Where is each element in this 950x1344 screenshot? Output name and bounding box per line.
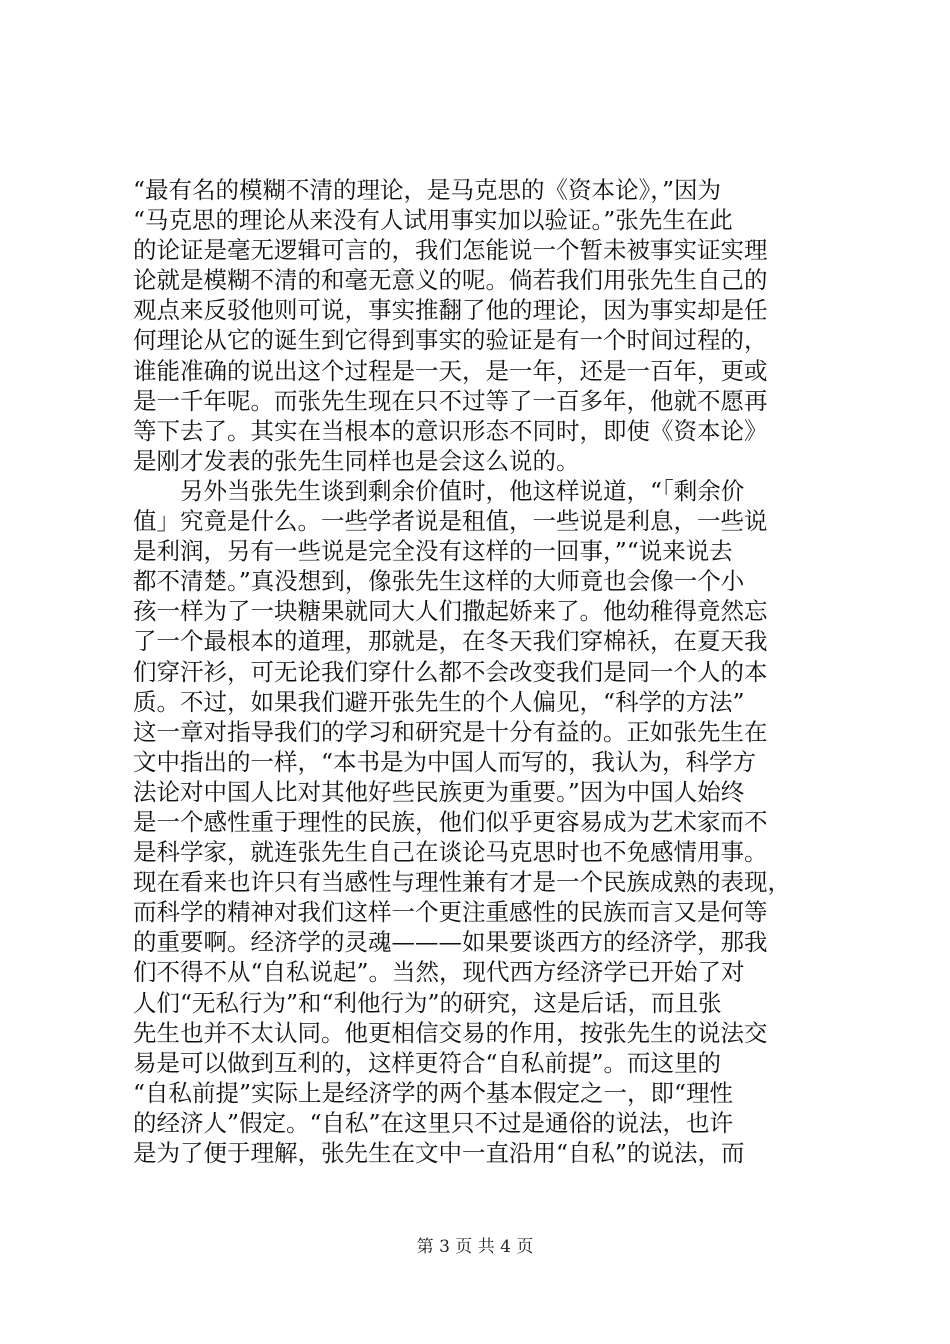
- text-line: 这一章对指导我们的学习和研究是十分有益的。正如张先生在: [133, 717, 768, 746]
- text-line: 是刚才发表的张先生同样也是会这么说的。: [133, 446, 580, 475]
- text-line: 谁能准确的说出这个过程是一天，是一年，还是一百年，更或: [133, 356, 768, 385]
- text-line: “马克思的理论从来没有人试用事实加以验证。”张先生在此: [133, 206, 733, 235]
- text-line: 何理论从它的诞生到它得到事实的验证是有一个时间过程的，: [133, 326, 768, 355]
- text-line: 们穿汗衫，可无论我们穿什么都不会改变我们是同一个人的本: [133, 657, 768, 686]
- text-line: 是一个感性重于理性的民族，他们似乎更容易成为艺术家而不: [133, 807, 768, 836]
- text-line: 的经济人”假定。“自私”在这里只不过是通俗的说法，也许: [133, 1108, 734, 1137]
- text-line: 法论对中国人比对其他好些民族更为重要。”因为中国人始终: [133, 777, 745, 806]
- text-line: 现在看来也许只有当感性与理性兼有才是一个民族成熟的表现，: [133, 868, 791, 897]
- text-line: 们不得不从“自私说起”。当然，现代西方经济学已开始了对: [133, 958, 745, 987]
- text-line: 而科学的精神对我们这样一个更注重感性的民族而言又是何等: [133, 898, 768, 927]
- body-text: [133, 175, 833, 1168]
- paragraph-first-line: 另外当张先生谈到剩余价值时，他这样说道，“「剩余价: [180, 476, 745, 505]
- text-line: 了一个最根本的道理，那就是，在冬天我们穿棉袄，在夏天我: [133, 627, 768, 656]
- text-line: 都不清楚。”真没想到，像张先生这样的大师竟也会像一个小: [133, 567, 745, 596]
- text-line: 的重要啊。经济学的灵魂———如果要谈西方的经济学，那我: [133, 928, 768, 957]
- page-number-footer: 第 3 页 共 4 页: [416, 1237, 534, 1257]
- text-line: 先生也并不太认同。他更相信交易的作用，按张先生的说法交: [133, 1018, 768, 1047]
- text-line: “最有名的模糊不清的理论，是马克思的《资本论》，”因为: [133, 176, 722, 204]
- text-line: 质。不过，如果我们避开张先生的个人偏见，“科学的方法”: [133, 687, 745, 716]
- text-line: 论就是模糊不清的和毫无意义的呢。倘若我们用张先生自己的: [133, 266, 768, 295]
- text-line: 值」究竟是什么。一些学者说是租值，一些说是利息，一些说: [133, 507, 768, 536]
- text-line: 是一千年呢。而张先生现在只不过等了一百多年，他就不愿再: [133, 386, 768, 415]
- text-line: 的论证是毫无逻辑可言的，我们怎能说一个暂未被事实证实理: [133, 236, 768, 265]
- text-line: “自私前提”实际上是经济学的两个基本假定之一，即“理性: [133, 1078, 734, 1107]
- text-line: 是利润，另有一些说是完全没有这样的一回事，”“说来说去: [133, 537, 733, 566]
- text-line: 孩一样为了一块糖果就同大人们撒起娇来了。他幼稚得竟然忘: [133, 597, 768, 626]
- text-line: 观点来反驳他则可说，事实推翻了他的理论，因为事实却是任: [133, 296, 768, 325]
- text-line: 是科学家，就连张先生自己在谈论马克思时也不免感情用事。: [133, 838, 768, 867]
- text-line: 是为了便于理解，张先生在文中一直沿用“自私”的说法，而: [133, 1139, 745, 1167]
- text-line: 易是可以做到互利的，这样更符合“自私前提”。而这里的: [133, 1048, 722, 1077]
- text-line: 文中指出的一样，“本书是为中国人而写的，我认为，科学方: [133, 747, 757, 776]
- text-line: 人们“无私行为”和“利他行为”的研究，这是后话，而且张: [133, 988, 722, 1017]
- text-line: 等下去了。其实在当根本的意识形态不同时，即使《资本论》: [133, 416, 768, 445]
